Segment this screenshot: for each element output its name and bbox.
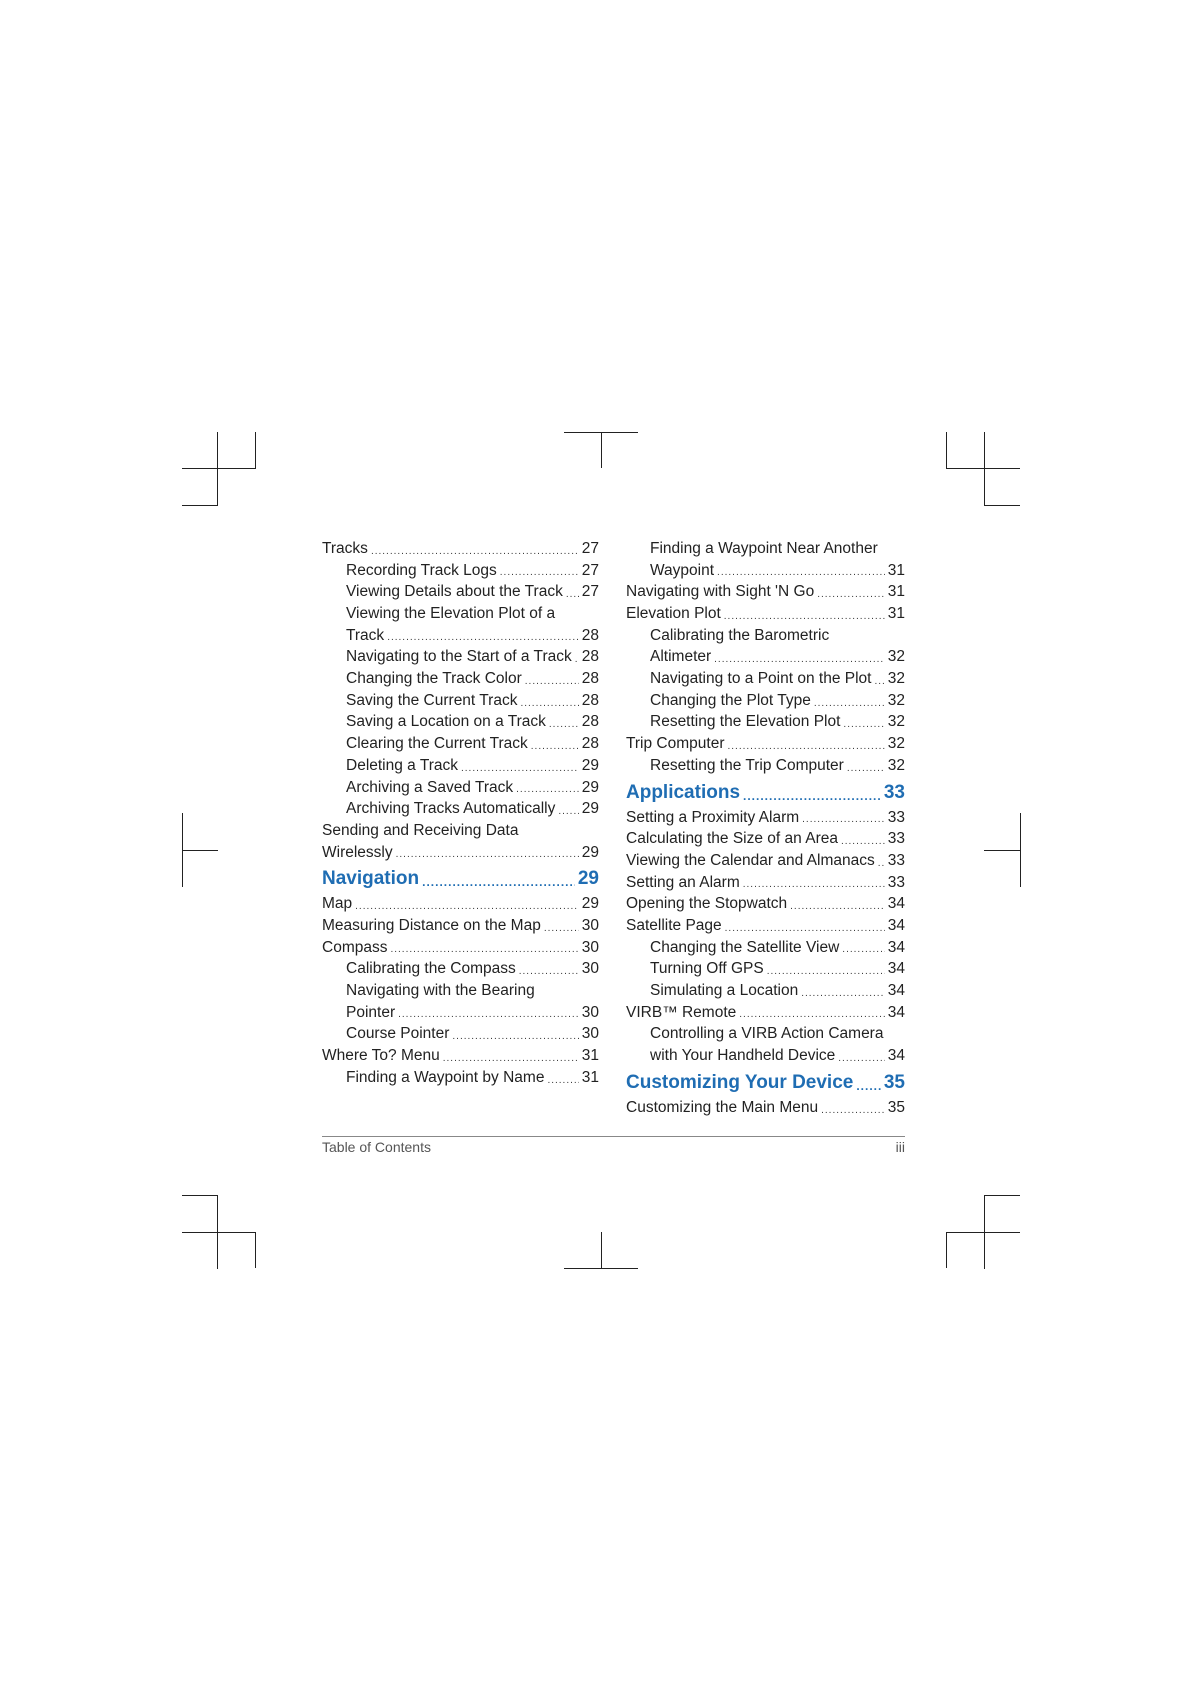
crop-mark — [601, 1232, 602, 1268]
toc-page-number: 30 — [581, 960, 599, 978]
toc-page-number: 28 — [581, 626, 599, 644]
toc-entry-title: Waypoint — [650, 561, 715, 579]
toc-entry-title: Navigating with the Bearing — [346, 982, 535, 1000]
toc-page-number: 33 — [883, 781, 905, 803]
toc-entry[interactable] — [322, 1002, 599, 1024]
toc-entry-title: Elevation Plot — [626, 605, 721, 623]
toc-leader-dots — [856, 1076, 881, 1096]
toc-leader-dots — [398, 1007, 579, 1023]
toc-entry-title: Navigating with Sight 'N Go — [626, 583, 815, 601]
toc-entry-title: Changing the Track Color — [346, 670, 522, 688]
toc-entry-title: Opening the Stopwatch — [626, 895, 788, 913]
toc-entry-title: Viewing the Calendar and Almanacs — [626, 851, 875, 869]
toc-page-number: 28 — [581, 670, 599, 688]
toc-page-number: 31 — [581, 1068, 599, 1086]
toc-entry[interactable] — [322, 820, 599, 842]
toc-left-column — [322, 538, 599, 1089]
footer-section-title: Table of Contents — [322, 1139, 431, 1155]
toc-entry[interactable] — [626, 755, 905, 777]
toc-leader-dots — [841, 834, 885, 850]
toc-entry[interactable] — [322, 668, 599, 690]
toc-leader-dots — [387, 630, 579, 646]
toc-page-number: 34 — [887, 960, 905, 978]
toc-page-number: 31 — [887, 561, 905, 579]
toc-entry[interactable] — [626, 581, 905, 603]
toc-entry[interactable] — [322, 690, 599, 712]
crop-mark — [984, 850, 1020, 851]
toc-page-number: 31 — [581, 1047, 599, 1065]
toc-entry[interactable] — [626, 915, 905, 937]
toc-page-number: 33 — [887, 808, 905, 826]
toc-entry-title: Turning Off GPS — [650, 960, 764, 978]
toc-leader-dots — [525, 674, 579, 690]
toc-page-number: 33 — [887, 873, 905, 891]
toc-leader-dots — [452, 1029, 578, 1045]
toc-entry[interactable] — [322, 538, 599, 560]
toc-entry[interactable] — [322, 937, 599, 959]
toc-entry[interactable] — [626, 560, 905, 582]
toc-leader-dots — [371, 544, 579, 560]
toc-leader-dots — [874, 674, 884, 690]
toc-entry-title: Calibrating the Compass — [346, 960, 516, 978]
toc-entry-title: Pointer — [346, 1003, 396, 1021]
crop-mark — [255, 1232, 256, 1268]
toc-page-number: 27 — [581, 561, 599, 579]
toc-entry[interactable] — [322, 777, 599, 799]
toc-entry-title: Applications — [626, 781, 741, 803]
toc-page-number: 27 — [581, 539, 599, 557]
toc-entry[interactable] — [626, 807, 905, 829]
toc-entry-title: Compass — [322, 938, 388, 956]
toc-entry-title: Archiving Tracks Automatically — [346, 800, 556, 818]
toc-entry-title: Recording Track Logs — [346, 561, 497, 579]
crop-mark — [984, 432, 985, 506]
toc-entry[interactable] — [626, 668, 905, 690]
toc-page-number: 33 — [887, 830, 905, 848]
toc-leader-dots — [790, 899, 885, 915]
toc-page-number: 31 — [887, 605, 905, 623]
toc-entry[interactable] — [322, 980, 599, 1002]
toc-entry[interactable] — [322, 893, 599, 915]
toc-entry[interactable] — [626, 625, 905, 647]
crop-mark — [601, 432, 602, 468]
footer-rule — [322, 1136, 905, 1137]
toc-page-number: 29 — [581, 756, 599, 774]
crop-mark — [182, 1232, 256, 1233]
toc-entry[interactable] — [626, 850, 905, 872]
toc-entry[interactable] — [322, 560, 599, 582]
toc-entry-title: Altimeter — [650, 648, 712, 666]
toc-entry-title: Changing the Plot Type — [650, 691, 811, 709]
toc-entry-title: Saving the Current Track — [346, 691, 518, 709]
toc-page-number: 32 — [887, 670, 905, 688]
toc-page-number: 29 — [581, 778, 599, 796]
toc-leader-dots — [767, 964, 885, 980]
toc-leader-dots — [717, 565, 885, 581]
toc-entry-title: Simulating a Location — [650, 982, 799, 1000]
crop-mark — [984, 505, 1020, 506]
toc-entry-title: Deleting a Track — [346, 756, 458, 774]
toc-entry[interactable] — [322, 733, 599, 755]
toc-page-number: 28 — [581, 648, 599, 666]
toc-page-number: 28 — [581, 713, 599, 731]
toc-page-number: 29 — [581, 895, 599, 913]
toc-leader-dots — [814, 696, 885, 712]
toc-leader-dots — [714, 652, 885, 668]
toc-page-number: 34 — [887, 938, 905, 956]
toc-entry-title: Track — [346, 626, 385, 644]
toc-entry[interactable] — [626, 1023, 905, 1045]
toc-page-number: 34 — [887, 1047, 905, 1065]
toc-entry[interactable] — [322, 581, 599, 603]
toc-entry-title: Setting a Proximity Alarm — [626, 808, 800, 826]
toc-leader-dots — [724, 609, 885, 625]
toc-page-number: 30 — [581, 938, 599, 956]
toc-entry-title: VIRB™ Remote — [626, 1003, 737, 1021]
toc-entry-title: Setting an Alarm — [626, 873, 740, 891]
toc-leader-dots — [838, 1051, 884, 1067]
toc-leader-dots — [743, 786, 881, 806]
toc-entry-title: Sending and Receiving Data — [322, 821, 519, 839]
toc-page-number: 30 — [581, 916, 599, 934]
toc-page-number: 34 — [887, 1003, 905, 1021]
toc-entry-title: Navigation — [322, 868, 420, 890]
toc-page-number: 32 — [887, 756, 905, 774]
crop-mark — [1020, 813, 1021, 887]
toc-entry[interactable] — [322, 1067, 599, 1089]
toc-entry-title: with Your Handheld Device — [650, 1047, 836, 1065]
toc-entry-title: Map — [322, 895, 353, 913]
toc-entry-title: Navigating to a Point on the Plot — [650, 670, 872, 688]
toc-entry[interactable] — [626, 1097, 905, 1119]
toc-entry[interactable] — [626, 1045, 905, 1067]
toc-leader-dots — [549, 717, 579, 733]
toc-page-number: 34 — [887, 895, 905, 913]
toc-page-number: 27 — [581, 583, 599, 601]
toc-leader-dots — [443, 1051, 579, 1067]
toc-entry[interactable] — [626, 538, 905, 560]
toc-entry[interactable] — [322, 1045, 599, 1067]
toc-entry[interactable] — [626, 828, 905, 850]
toc-leader-dots — [566, 587, 579, 603]
toc-leader-dots — [817, 587, 885, 603]
crop-mark — [182, 468, 256, 469]
toc-leader-dots — [544, 921, 579, 937]
toc-leader-dots — [531, 739, 579, 755]
toc-entry[interactable] — [626, 980, 905, 1002]
crop-mark — [255, 432, 256, 468]
toc-section-heading[interactable] — [626, 780, 905, 806]
toc-entry-title: Archiving a Saved Track — [346, 778, 514, 796]
toc-entry-title: Changing the Satellite View — [650, 938, 840, 956]
toc-page-number: 31 — [887, 583, 905, 601]
toc-leader-dots — [725, 921, 885, 937]
footer-page-number: iii — [895, 1139, 905, 1155]
crop-mark — [946, 468, 1020, 469]
toc-page-number: 30 — [581, 1025, 599, 1043]
toc-entry[interactable] — [626, 712, 905, 734]
toc-entry-title: Finding a Waypoint by Name — [346, 1068, 545, 1086]
toc-entry[interactable] — [322, 646, 599, 668]
toc-leader-dots — [422, 872, 575, 892]
toc-entry[interactable] — [626, 603, 905, 625]
toc-page-number: 33 — [887, 851, 905, 869]
toc-leader-dots — [842, 942, 884, 958]
toc-leader-dots — [390, 942, 578, 958]
crop-mark — [946, 1232, 1020, 1233]
toc-entry-title: Trip Computer — [626, 735, 725, 753]
crop-mark — [946, 1232, 947, 1268]
toc-leader-dots — [743, 877, 885, 893]
toc-page-number: 30 — [581, 1003, 599, 1021]
toc-entry-title: Resetting the Trip Computer — [650, 756, 844, 774]
toc-page-number: 34 — [887, 982, 905, 1000]
toc-leader-dots — [516, 782, 579, 798]
toc-entry[interactable] — [322, 603, 599, 625]
toc-page-number: 29 — [581, 800, 599, 818]
toc-entry[interactable] — [626, 937, 905, 959]
toc-entry-title: Course Pointer — [346, 1025, 450, 1043]
toc-leader-dots — [519, 964, 579, 980]
toc-entry[interactable] — [322, 958, 599, 980]
toc-entry-title: Finding a Waypoint Near Another — [650, 539, 878, 557]
toc-entry[interactable] — [322, 755, 599, 777]
toc-leader-dots — [847, 761, 885, 777]
toc-leader-dots — [727, 739, 884, 755]
toc-leader-dots — [821, 1103, 885, 1119]
toc-entry-title: Calibrating the Barometric — [650, 626, 830, 644]
crop-mark — [564, 1268, 638, 1269]
toc-entry[interactable] — [626, 958, 905, 980]
toc-entry[interactable] — [322, 625, 599, 647]
toc-entry-title: Measuring Distance on the Map — [322, 916, 541, 934]
toc-page-number: 29 — [581, 843, 599, 861]
crop-mark — [182, 505, 218, 506]
toc-leader-dots — [461, 761, 579, 777]
toc-page-number: 32 — [887, 713, 905, 731]
toc-page-number: 32 — [887, 691, 905, 709]
toc-leader-dots — [355, 899, 579, 915]
toc-leader-dots — [575, 652, 579, 668]
crop-mark — [984, 1195, 1020, 1196]
toc-entry-title: Navigating to the Start of a Track — [346, 648, 572, 666]
toc-entry[interactable] — [626, 733, 905, 755]
toc-page-number: 34 — [887, 916, 905, 934]
toc-entry[interactable] — [322, 798, 599, 820]
toc-section-heading[interactable] — [626, 1070, 905, 1096]
toc-entry-title: Resetting the Elevation Plot — [650, 713, 841, 731]
toc-entry[interactable] — [322, 915, 599, 937]
toc-leader-dots — [547, 1073, 578, 1089]
toc-entry[interactable] — [626, 646, 905, 668]
toc-leader-dots — [558, 804, 578, 820]
crop-mark — [182, 1195, 218, 1196]
toc-leader-dots — [878, 856, 885, 872]
toc-leader-dots — [500, 565, 579, 581]
toc-page-number: 35 — [887, 1098, 905, 1116]
toc-leader-dots — [801, 986, 885, 1002]
crop-mark — [182, 850, 218, 851]
toc-entry-title: Customizing Your Device — [626, 1071, 854, 1093]
toc-leader-dots — [739, 1007, 884, 1023]
toc-leader-dots — [520, 696, 578, 712]
toc-entry-title: Wirelessly — [322, 843, 393, 861]
toc-entry[interactable] — [322, 712, 599, 734]
toc-leader-dots — [843, 717, 884, 733]
toc-page-number: 32 — [887, 648, 905, 666]
toc-entry-title: Viewing Details about the Track — [346, 583, 563, 601]
toc-entry-title: Controlling a VIRB Action Camera — [650, 1025, 884, 1043]
toc-entry[interactable] — [626, 893, 905, 915]
toc-page-number: 35 — [883, 1071, 905, 1093]
toc-leader-dots — [396, 847, 579, 863]
toc-entry-title: Tracks — [322, 539, 368, 557]
toc-right-column — [626, 538, 905, 1119]
toc-page-number: 29 — [577, 868, 599, 890]
toc-entry[interactable] — [626, 872, 905, 894]
toc-section-heading[interactable] — [322, 866, 599, 892]
toc-entry-title: Saving a Location on a Track — [346, 713, 546, 731]
toc-entry[interactable] — [322, 1023, 599, 1045]
toc-entry-title: Where To? Menu — [322, 1047, 440, 1065]
toc-page-number: 28 — [581, 735, 599, 753]
toc-entry-title: Customizing the Main Menu — [626, 1098, 819, 1116]
toc-entry-title: Clearing the Current Track — [346, 735, 528, 753]
crop-mark — [217, 432, 218, 506]
toc-entry-title: Calculating the Size of an Area — [626, 830, 838, 848]
toc-entry-title: Viewing the Elevation Plot of a — [346, 605, 556, 623]
toc-entry[interactable] — [626, 690, 905, 712]
toc-page-number: 28 — [581, 691, 599, 709]
toc-entry[interactable] — [626, 1002, 905, 1024]
toc-entry[interactable] — [322, 842, 599, 864]
toc-leader-dots — [802, 812, 885, 828]
toc-entry-title: Satellite Page — [626, 916, 722, 934]
toc-page-number: 32 — [887, 735, 905, 753]
crop-mark — [946, 432, 947, 468]
